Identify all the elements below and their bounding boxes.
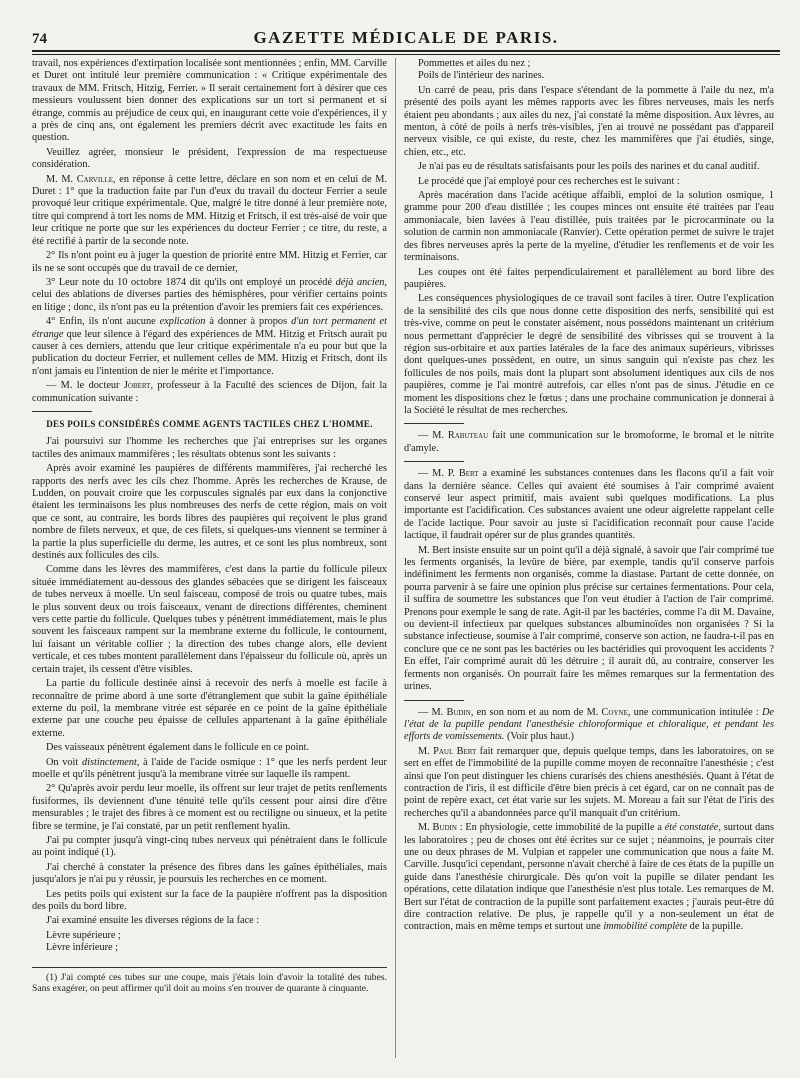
paragraph: J'ai examiné ensuite les diverses régions de la face : xyxy=(46,915,260,927)
paragraph: Les coupes ont été faites perpendiculairement et parallèlement au bord libre des paupières. xyxy=(404,266,774,290)
column-divider xyxy=(395,58,396,1058)
paragraph: 2° Qu'après avoir perdu leur moelle, ils offrent sur leur trajet de petits renflements fusiformes, ils deviennent d'une ténuité telle qu'ils cessent pour ainsi dire d'être mensurables ; le trajet des fibres à ce moment est ou rectiligne ou sinueux, et la petite fibre se termine, je l'ai constaté, par un petit renflement hyalin. xyxy=(32,783,387,832)
header-rule-thick xyxy=(32,50,780,52)
separator-rule xyxy=(404,461,464,462)
paragraph: — M. P. Bert a examiné les substances contenues dans les flacons qu'il a fait voir dans la dernière séance. Celles qui avaient été soumises à l'air comprimé avaient conservé leur aspect primitif, mais avaient subi quelques modifications. La plus importante est l'acidification. Ces substances avaient une odeur aigrelette rappelant celle de l'acide lactique. Pour savoir au juste si l'acidification reconnaît pour cause l'acide lactique, il faudrait opérer sur de plus grandes quantités. xyxy=(404,468,774,542)
paragraph: Comme dans les lèvres des mammifères, c'est dans la partie du follicule pileux située immédiatement au-dessous des glandes sébacées que se dirigent les faisceaux de tubes nerveux à moelle. Un seul faisceau, composé de trois ou quatre tubes, mais le plus souvent deux ou trois faisceaux, venant de directions différentes, cheminent vers cette partie du follicule. Quelques tubes y pénètrent immédiatement, mais le plus souvent les faisceaux rampent sur la membrane externe du follicule, le contournent, lui faisant un véritable collier ; la direction des tubes change alors, elle devient verticale, et ces tubes montent parallèlement dans l'épaisseur du follicule où, après un certain trajet, ils cessent d'être visibles. xyxy=(32,564,387,675)
paragraph: — M. le docteur Jobert, professeur à la Faculté des sciences de Dijon, fait la communication suivante : xyxy=(32,380,387,404)
paragraph: J'ai cherché à constater la présence des fibres dans les gaînes épithéliales, mais jusqu'alors je n'ai pu y réussir, je poursuis les recherches en ce moment. xyxy=(32,861,387,886)
paragraph: 2° Ils n'ont point eu à juger la question de priorité entre MM. Hitzig et Ferrier, car ils ne se sont occupés que du travail de ce dernier, xyxy=(32,250,387,274)
speaker-name: M. Carville xyxy=(61,173,114,185)
speaker-name: Coyne xyxy=(601,706,628,718)
paragraph: Après avoir examiné les paupières de différents mammifères, j'ai recherché les rapports des nerfs avec les cils chez l'homme. Après les recherches de Krause, de Ludden, on pouvait croire que les corpuscules signalés par eux dans la conjonctive étaient les terminaisons les plus nombreuses des nerfs de cette région, mais on voit que ce sont, au contraire, les bords libres des paupières qui reçoivent le plus grand nombre de filets nerveux, et que, de ces filets, si quelques-uns viennent se terminer à la partie la plus superficielle du derme, les autres, et ce sont les plus nombreux, sont destinés aux follicules des cils. xyxy=(32,463,387,562)
paragraph: Je n'ai pas eu de résultats satisfaisants pour les poils des narines et du canal auditif. xyxy=(418,161,760,173)
separator-rule xyxy=(404,423,464,424)
region-list xyxy=(32,930,387,955)
list-item: Lèvre inférieure ; xyxy=(46,942,119,954)
speaker-name: Paul Bert xyxy=(433,745,477,757)
right-column xyxy=(404,58,774,1068)
paragraph: M. Bert insiste ensuite sur un point qu'il a déjà signalé, à savoir que l'air comprimé tue les ferments organisés, la levûre de bière, par exemple, tandis qu'il conserve parfois indéfiniment les ferments non organisés, comme la diastase. Partant de cette donnée, on pourra parvenir à se faire une opinion plus précise sur certaines fermentations. Pour cela, il suffira de soumettre les substances que l'on veut étudier à l'action de l'air comprimé. Prenons pour exemple le sang de rate. Agit-il par les bactéries, comme l'a dit M. Davaine, ou devient-il infectieux par quelques substances albuminoïdes non organisées ? Si la substance infectieuse, soumise à l'air comprimé, conserve son action, ne faudra-t-il pas en conclure que ce ne sont pas les bactéries ou les bactéridies qui provoquent les accidents ? En effet, l'air comprimé aurait dû les détruire ; il aurait dû, au contraire, conserver les ferments non organisés. On pourrait faire les mêmes remarques sur la fermentation des urines. xyxy=(404,544,774,693)
page-header xyxy=(32,18,780,48)
paragraph: travail, nos expériences d'extirpation localisée sont mentionnées ; enfin, MM. Carville et Duret ont intitulé leur première communication : « Critique expérimentale des travaux de MM. Fritsch, Hitzig, Ferrier. » Il serait certainement fort à désirer que ces messieurs voulussent bien donner des explications sur un tort si permanent et si étrange, commis au préjudice de ceux qui, en inaugurant cette voie d'expériences, il y a près de cinq ans, ont également les premiers décrit avec exactitude les faits en question. xyxy=(32,58,387,144)
paragraph: Des vaisseaux pénètrent également dans le follicule en ce point. xyxy=(46,742,310,754)
section-heading: DES POILS CONSIDÉRÉS COMME AGENTS TACTILES CHEZ L'HOMME. xyxy=(46,418,373,429)
header-rule-thin xyxy=(32,54,780,55)
list-item: Pommettes et ailes du nez ; xyxy=(418,58,531,69)
paragraph: — M. Rabuteau fait une communication sur le bromoforme, le bromal et le nitrite d'amyle. xyxy=(404,430,774,454)
paragraph: 3° Leur note du 10 octobre 1874 dit qu'ils ont employé un procédé déjà ancien, celui des ablations de diverses parties des hémisphères, pour vérifier certains points en litige ; donc, ils n'ont pas eu la prétention d'avoir les premiers fait ces expériences. xyxy=(32,276,387,313)
paragraph: — M. Budin, en son nom et au nom de M. Coyne, une communication intitulée : De l'état de la pupille pendant l'anesthésie chloroformique et chloralique, et pendant les efforts de vomissements. (Voir plus haut.) xyxy=(404,706,774,743)
speaker-name: Budin xyxy=(432,822,457,834)
left-column xyxy=(32,58,387,1068)
paragraph: Après macération dans l'acide acétique affaibli, emploi de la solution osmique, 1 gramme pour 200 d'eau distillée ; les coupes minces ont ensuite été traitées par l'eau ammoniacale, bien lavées à l'eau distillée, puis traitées par le picrocarminate ou la solution de carmin non ammoniacale (Ranvier). Cette opération permet de suivre le trajet des fibres nerveuses après la perte de la myeline, d'étudier les renflements et de voir les terminaisons. xyxy=(404,190,774,264)
paragraph: M. Paul Bert fait remarquer que, depuis quelque temps, dans les laboratoires, on se sert en effet de l'immobilité de la pupille comme moyen de reconnaître l'anesthésie ; c'est ainsi que l'on peut distinguer les chiens curarisés des chiens anesthésiés. Quant à l'état de contraction de l'iris, il est difficile d'être bien précis à cet égard, car on ne connaît pas de point de repère exact, cet état varie sur les sujets. M. Moreau a fait sur l'état de l'iris des recherches qu'il a abandonnées parce qu'il manquait d'un critérium. xyxy=(404,745,774,819)
paragraph: M. M. Carville, en réponse à cette lettre, déclare en son nom et en celui de M. Duret : 1° que la traduction faite par l'un d'eux du travail du docteur Ferrier a seule provoqué leur critique expérimentale. Que, malgré le titre donné à leur première note, titre qui comprend à tort les noms de MM. Hitzig et Fritsch, il est très-aisé de voir que leur critique ne porte que sur les expériences du docteur Ferrier ; ce titre, du reste, a été rectifié à partir de la seconde note. xyxy=(32,173,387,247)
paragraph: La partie du follicule destinée ainsi à recevoir des nerfs à moelle est facile à reconnaître de prime abord à une sorte d'étranglement que subit la gaîne épithéliale externe du poil, la membrane vitrée est séparée en ce point de la gaîne épithéliale externe par une couche peu épaisse de cellules appartenant à la gaîne épithéliale externe. xyxy=(32,678,387,739)
separator-rule xyxy=(32,411,92,412)
paragraph: Le procédé que j'ai employé pour ces recherches est le suivant : xyxy=(418,175,680,187)
paragraph: Un carré de peau, pris dans l'espace s'étendant de la pommette à l'aile du nez, m'a présenté des poils ayant les mêmes rapports avec les fibres nerveuses, mais les nerfs étaient peu abondants ; aux ailes du nez, j'ai constaté la même disposition. Aux lèvres, au menton, à côté de poils à nerfs très-visibles, j'en ai trouvé ne possédant pas d'appareil nerveux visible, ce qui existe, du reste, chez les mammifères que j'ai étudiés, singe, chien, etc., etc. xyxy=(404,84,774,158)
speaker-name: Budin xyxy=(446,706,471,718)
paragraph: Les petits poils qui existent sur la face de la paupière n'offrent pas la disposition des poils du bord libre. xyxy=(32,888,387,912)
speaker-name: Jobert xyxy=(123,380,151,392)
speaker-name: Rabuteau xyxy=(447,430,489,442)
region-list-continued xyxy=(404,58,774,83)
list-item: Lèvre supérieure ; xyxy=(46,929,121,941)
separator-rule xyxy=(404,700,464,701)
footnote-rule xyxy=(32,967,387,968)
journal-title: GAZETTE MÉDICALE DE PARIS. xyxy=(253,28,559,47)
page-number: 74 xyxy=(32,31,47,47)
speaker-name: Bert xyxy=(458,468,479,480)
paragraph: J'ai poursuivi sur l'homme les recherches que j'ai entreprises sur les organes tactiles des animaux mammifères ; les résultats obtenus sont les suivants : xyxy=(32,436,387,460)
paragraph: 4° Enfin, ils n'ont aucune explication à donner à propos d'un tort permanent et étrange que leur silence à l'égard des expériences de MM. Hitzig et Fritsch aurait pu causer à ces derniers, attendu que leur critique expérimentale n'a eu pour but que la publication du docteur Ferrier, et nullement celles de MM. Hitzig et Fritsch, dont ils n'ont jamais eu l'intention de nier le mérite et l'importance. xyxy=(32,316,387,377)
paragraph: J'ai pu compter jusqu'à vingt-cinq tubes nerveux qui pénètraient dans le follicule au point indiqué (1). xyxy=(32,834,387,859)
paragraph: Veuillez agréer, monsieur le président, l'expression de ma respectueuse considération. xyxy=(32,146,387,171)
list-item: Poils de l'intérieur des narines. xyxy=(418,70,545,82)
paragraph: On voit distinctement, à l'aide de l'acide osmique : 1° que les nerfs perdent leur moelle et qu'ils pénètrent jusqu'à la membrane vitrée sur laquelle ils rampent. xyxy=(32,756,387,780)
paragraph: M. Budin : En physiologie, cette immobilité de la pupille a été constatée, surtout dans les laboratoires ; peu de choses ont été écrites sur ce sujet ; néanmoins, je pourrais citer une ou deux phrases de M. Vulpian et rappeler une communication que nous a faite M. Carville. Jusqu'ici cependant, personne n'avait cherché à faire de ces états de la pupille un guide dans l'anesthésie chirurgicale. Dès qu'on voit la pupille se dilater pendant les opérations, cette dilatation indique que l'anesthésie n'est plus totale. Les remarques de M. Bert sur l'état de contraction de la pupille sont parfaitement exactes ; j'aurais peut-être dû dire contraction relative. De plus, je rappelle qu'il y a non-seulement un état de contraction, mais en même temps et surtout une immobilité complète de la pupille. xyxy=(404,822,774,933)
paragraph: Les conséquences physiologiques de ce travail sont faciles à tirer. Outre l'explication de la sensibilité des cils que nous donne cette disposition des nerfs, sensibilité qui est très-vive, comme on peut le constater aisément, nous possédons maintenant un critérium nous permettant d'apprécier le degré de sensibilité des vibrisses qui se trouvent à la région sus-orbitaire et aux parties latérales de la face des animaux supérieurs, vibrisses dont quelques-unes possèdent, en outre, un sinus sanguin qui n'existe pas chez les follicules de nos poils, mais dont la plupart sont absolument identiques aux cils de nos paupières, comme je l'ai montré autrefois, car elles n'ont pas de sinus. J'étudie en ce moment les dispositions chez le fœtus ; dans une prochaine communication je donnerai à la Société le résultat de mes recherches. xyxy=(404,293,774,416)
footnote: (1) J'ai compté ces tubes sur une coupe, mais j'étais loin d'avoir la totalité des tubes. Sans exagérer, on peut affirmer qu'il doit au moins s'en trouver de quarante à cinquante. xyxy=(32,971,387,995)
